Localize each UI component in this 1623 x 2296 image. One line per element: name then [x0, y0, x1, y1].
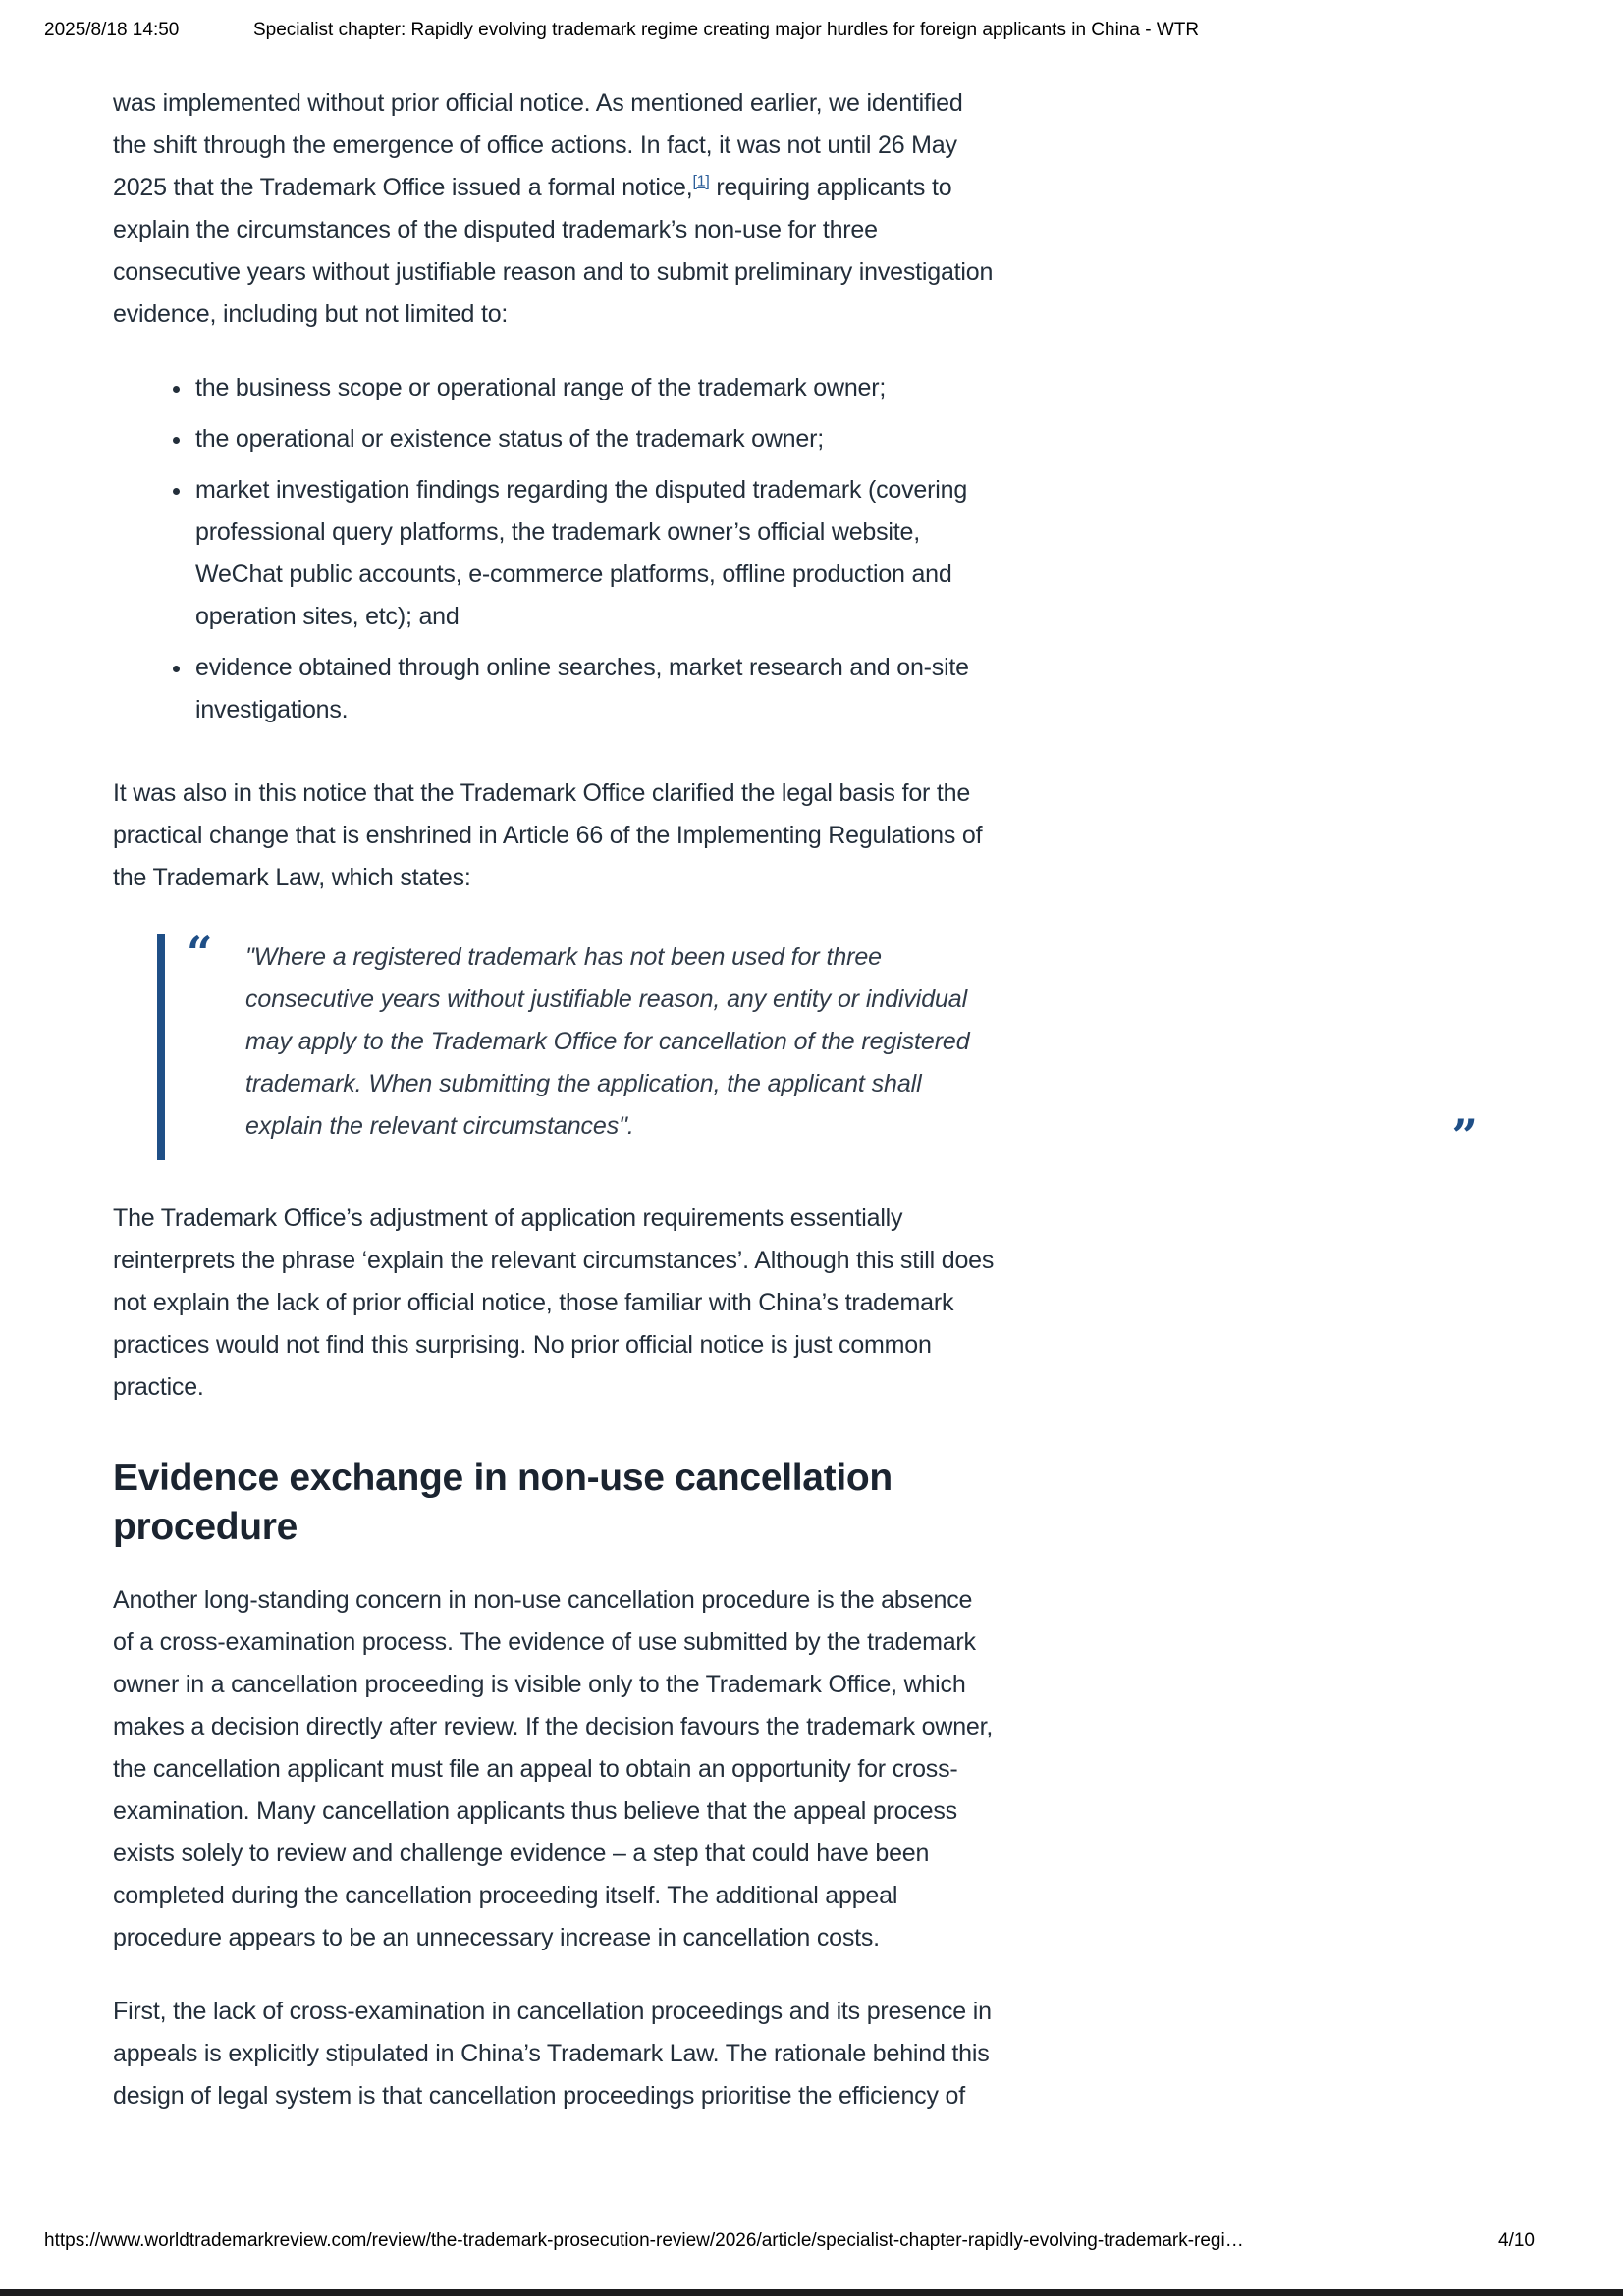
list-item: • the business scope or operational range of the trademark owner; [193, 367, 997, 409]
footnote-1-link[interactable]: [1] [692, 173, 710, 190]
page-title: Specialist chapter: Rapidly evolving trademark regime creating major hurdles for foreign applicants in China - WTR [253, 20, 1200, 40]
paragraph-legal-basis: It was also in this notice that the Trademark Office clarified the legal basis for the practical change that is enshrined in Article 66 of the Implementing Regulations of the Trademark Law, which states: [113, 779, 983, 891]
print-header [0, 20, 1623, 49]
print-footer [0, 2230, 1623, 2258]
bullet-list [113, 367, 997, 731]
page-number: 4/10 [1498, 2230, 1535, 2251]
paragraph-intro-text: was implemented without prior official notice. As mentioned earlier, we identified the shift through the emergence of office actions. In fact, it was not until 26 May 2025 that the Trademark Office issued a formal notice, [113, 89, 963, 201]
source-url: https://www.worldtrademarkreview.com/review/the-trademark-prosecution-review/2026/article/specialist-chapter-rapidly-evolving-trademark-regi… [44, 2230, 1244, 2251]
open-quote-icon: “ [187, 927, 213, 980]
list-item: • the operational or existence status of the trademark owner; [193, 418, 997, 460]
list-item: • market investigation findings regarding the disputed trademark (covering professional query platforms, the trademark owner’s official website, WeChat public accounts, e-commerce platforms, offline production and operation sites, etc); and [193, 469, 997, 638]
list-item: • evidence obtained through online searches, market research and on-site investigations. [193, 647, 997, 731]
paragraph-reinterpretation: The Trademark Office’s adjustment of application requirements essentially reinterprets the phrase ‘explain the relevant circumstances’. Although this still does not explain the lack of prior official notice, those familiar with China’s trademark practices would not find this surprising. No prior official notice is just common practice. [113, 1204, 995, 1401]
paragraph-first-point: First, the lack of cross-examination in cancellation proceedings and its presence in appeals is explicitly stipulated in China’s Trademark Law. The rationale behind this design of legal system is that cancellation proceedings prioritise the efficiency of [113, 1998, 992, 2109]
paragraph-intro-continued: requiring applicants to explain the circumstances of the disputed trademark’s non-use for three consecutive years without justifiable reason and to submit preliminary investigation evidence, including but not limited to: [113, 174, 994, 328]
paragraph-cross-examination: Another long-standing concern in non-use cancellation procedure is the absence of a cross-examination process. The evidence of use submitted by the trademark owner in a cancellation proceeding is visible only to the Trademark Office, which makes a decision directly after review. If the decision favours the trademark owner, the cancellation applicant must file an appeal to obtain an opportunity for cross-examination. Many cancellation applicants thus believe that the appeal process exists solely to review and challenge evidence – a step that could have been completed during the cancellation proceeding itself. The additional appeal procedure appears to be an unnecessary increase in cancellation costs. [113, 1586, 994, 1951]
print-datetime: 2025/8/18 14:50 [44, 20, 180, 40]
quote-text: "Where a registered trademark has not been used for three consecutive years without justifiable reason, any entity or individual may apply to the Trademark Office for cancellation of the registered trademark. When submitting the application, the applicant shall explain the relevant circumstances". [245, 943, 970, 1140]
quote-block [157, 927, 1478, 1162]
article-body [113, 82, 1488, 2149]
section-heading: Evidence exchange in non-use cancellation procedure [113, 1457, 893, 1548]
paragraph-intro [113, 82, 997, 336]
window-edge [0, 2289, 1623, 2296]
footnote-ref [692, 174, 709, 190]
close-quote-icon: ” [1451, 1109, 1478, 1162]
